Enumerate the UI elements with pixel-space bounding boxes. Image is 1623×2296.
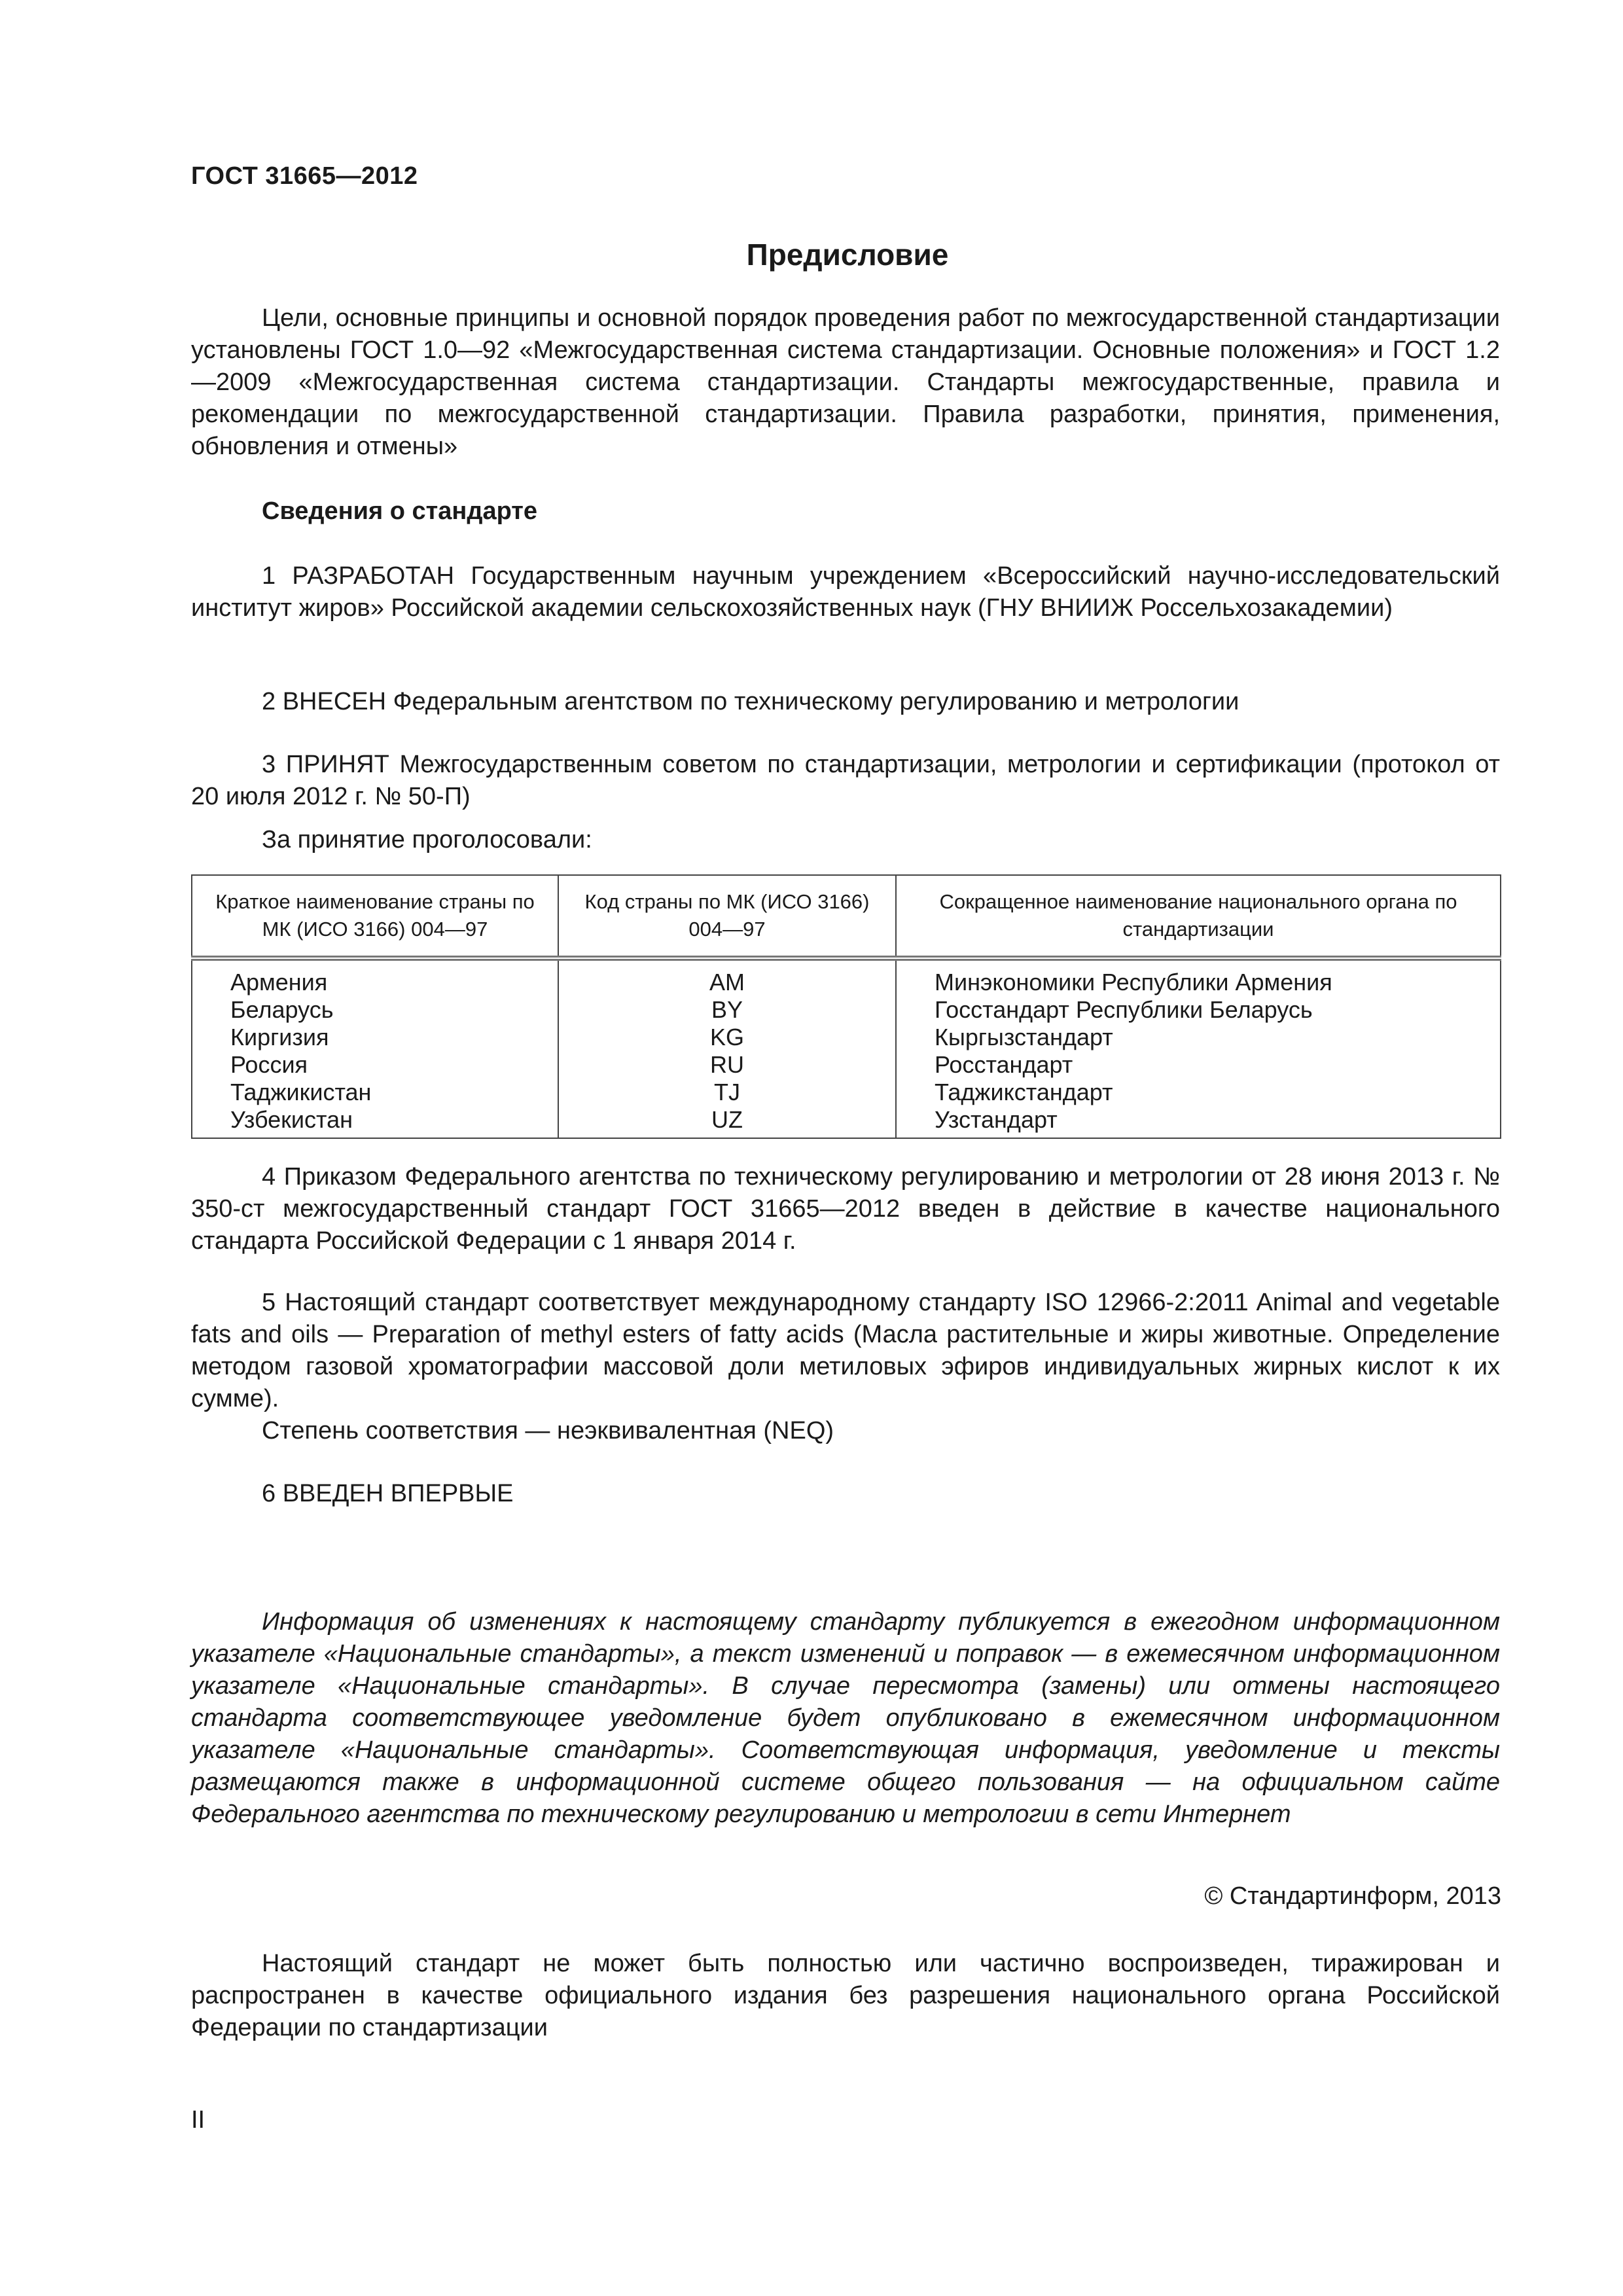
intro-paragraph: Цели, основные принципы и основной порядок проведения работ по межгосударственной стандартизации установлены ГОСТ 1.0—92 «Межгосударственная система стандартизации. Основные положения» и ГОСТ 1.2—2009 «Межгосударственная система стандартизации. Стандарты межгосударственные, правила и рекомендации по межгосударственной стандартизации. Правила разработки, принятия, применения, обновления и отмены» [191, 304, 1500, 460]
country-name-cell: Узбекистан [192, 1106, 558, 1138]
table-row [192, 958, 1501, 996]
item-4-paragraph: 4 Приказом Федерального агентства по техническому регулированию и метрологии от 28 июня 2013 г. № 350-ст межгосударственный стандарт ГОСТ 31665—2012 введен в действие в качестве национального стандарта Российской Федерации с 1 января 2014 г. [191, 1163, 1500, 1255]
national-body-cell: Госстандарт Республики Беларусь [896, 996, 1501, 1024]
table-row [192, 1024, 1501, 1051]
country-name-cell: Беларусь [192, 996, 558, 1024]
votes-label: За принятие проголосовали: [262, 826, 592, 853]
country-name-cell: Таджикистан [192, 1079, 558, 1106]
item-6-block [191, 1478, 1500, 1510]
table-header-row [192, 875, 1501, 958]
copyright: © Стандартинформ, 2013 [1204, 1882, 1501, 1910]
country-code-cell: KG [558, 1024, 896, 1051]
item-3-paragraph: 3 ПРИНЯТ Межгосударственным советом по стандартизации, метрологии и сертификации (протокол от 20 июля 2012 г. № 50-П) [191, 751, 1500, 810]
country-name-cell: Киргизия [192, 1024, 558, 1051]
section-heading: Сведения о стандарте [262, 497, 538, 525]
country-code-cell: AM [558, 958, 896, 996]
item-5-degree: Степень соответствия — неэквивалентная (NEQ) [262, 1417, 834, 1444]
national-body-cell: Росстандарт [896, 1051, 1501, 1079]
national-body-cell: Узстандарт [896, 1106, 1501, 1138]
item-1-paragraph: 1 РАЗРАБОТАН Государственным научным учреждением «Всероссийский научно-исследовательский институт жиров» Российской академии сельскохозяйственных наук (ГНУ ВНИИЖ Россельхозакадемии) [191, 562, 1500, 622]
table-row [192, 1051, 1501, 1079]
item-3-block [191, 749, 1500, 813]
item-1-block [191, 560, 1500, 624]
page-number: II [191, 2106, 205, 2134]
reproduction-notice-paragraph: Настоящий стандарт не может быть полностью или частично воспроизведен, тиражирован и распространен в качестве официального издания без разрешения национального органа Российской Федерации по стандартизации [191, 1950, 1500, 2041]
document-id: ГОСТ 31665—2012 [191, 162, 418, 190]
item-4-block [191, 1161, 1500, 1257]
country-name-cell: Армения [192, 958, 558, 996]
country-name-cell: Россия [192, 1051, 558, 1079]
table-row [192, 996, 1501, 1024]
country-code-cell: BY [558, 996, 896, 1024]
intro-block [191, 302, 1500, 463]
page-title: Предисловие [746, 238, 949, 272]
item-2-paragraph: 2 ВНЕСЕН Федеральным агентством по техническому регулированию и метрологии [262, 688, 1240, 715]
item-2-block [191, 686, 1500, 718]
header-country-code: Код страны по МК (ИСО 3166) 004—97 [558, 875, 896, 958]
votes-table [191, 874, 1501, 1139]
table-row [192, 1106, 1501, 1138]
national-body-cell: Минэкономики Республики Армения [896, 958, 1501, 996]
header-national-body: Сокращенное наименование национального органа по стандартизации [896, 875, 1501, 958]
item-5-paragraph: 5 Настоящий стандарт соответствует международному стандарту ISO 12966-2:2011 Animal and vegetable fats and oils — Preparation of methyl esters of fatty acids (Масла растительные и жиры животные. Определение методом газовой хроматографии массовой доли метиловых эфиров индивидуальных жирных кислот к их сумме). [191, 1289, 1500, 1412]
item-5-block [191, 1287, 1500, 1447]
national-body-cell: Кыргызстандарт [896, 1024, 1501, 1051]
country-code-cell: RU [558, 1051, 896, 1079]
national-body-cell: Таджикстандарт [896, 1079, 1501, 1106]
item-6-paragraph: 6 ВВЕДЕН ВПЕРВЫЕ [262, 1480, 514, 1507]
country-code-cell: TJ [558, 1079, 896, 1106]
info-notice-block [191, 1606, 1500, 1831]
reproduction-notice-block [191, 1948, 1500, 2044]
header-country-name: Краткое наименование страны по МК (ИСО 3166) 004—97 [192, 875, 558, 958]
country-code-cell: UZ [558, 1106, 896, 1138]
table-row [192, 1079, 1501, 1106]
info-notice-paragraph: Информация об изменениях к настоящему стандарту публикуется в ежегодном информационном указателе «Национальные стандарты», а текст изменений и поправок — в ежемесячном информационном указателе «Национальные стандарты». В случае пересмотра (замены) или отмены настоящего стандарта соответствующее уведомление будет опубликовано в ежемесячном информационном указателе «Национальные стандарты». Соответствующая информация, уведомление и тексты размещаются также в информационной системе общего пользования — на официальном сайте Федерального агентства по техническому регулированию и метрологии в сети Интернет [191, 1608, 1500, 1828]
